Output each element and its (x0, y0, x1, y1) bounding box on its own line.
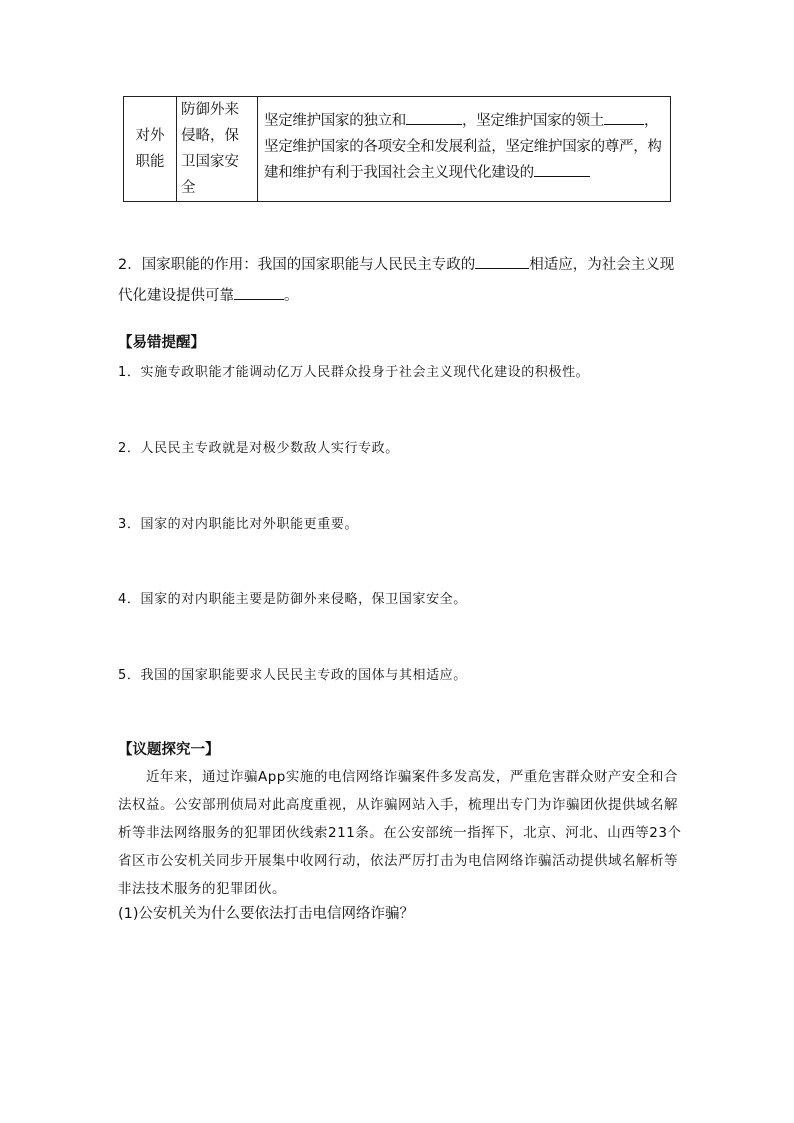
detail-text: 坚定维护国家的独立和 (264, 113, 406, 129)
mistake-item: 5．我国的国家职能要求人民民主专政的国体与其相适应。 (118, 668, 467, 683)
fill-blank (534, 162, 590, 177)
fill-blank (475, 254, 529, 269)
function-type-line: 职能 (135, 154, 165, 170)
detail-text: ，坚定维护国家的各项安全和发展利益，坚定维护国家的尊严，构建和维护有利于我国社会主义现代化建设的 (264, 113, 662, 181)
detail-text: ，坚定维护国家的领土 (462, 113, 604, 129)
mistake-item: 1．实施专政职能才能调动亿万人民群众投身于社会主义现代化建设的积极性。 (118, 365, 590, 380)
fill-blank (604, 110, 644, 125)
function-content-cell: 防御外来侵略，保卫国家安全 (177, 97, 258, 202)
role-text: 2．国家职能的作用：我国的国家职能与人民民主专政的 (118, 257, 476, 273)
state-function-table (123, 96, 671, 202)
fill-blank (234, 285, 284, 300)
mistake-item: 4．国家的对内职能主要是防御外来侵略，保卫国家安全。 (118, 592, 467, 607)
mistake-item: 3．国家的对内职能比对外职能更重要。 (118, 517, 359, 532)
function-detail-cell (258, 97, 671, 202)
fill-blank (406, 110, 462, 125)
topic-material-paragraph: 近年来，通过诈骗App实施的电信网络诈骗案件多发高发，严重危害群众财产安全和合法权益。公安部刑侦局对此高度重视，从诈骗网站入手，梳理出专门为诈骗团伙提供域名解析等非法网络服务的犯罪团伙线索211条。在公安部统一指挥下，北京、河北、山西等23个省区市公安机关同步开展集中收网行动，依法严厉打击为电信网络诈骗活动提供域名解析等非法技术服务的犯罪团伙。 (118, 769, 682, 897)
role-text: 。 (284, 288, 299, 304)
topic-question: (1)公安机关为什么要依法打击电信网络诈骗？ (118, 906, 415, 922)
mistake-section-title: 【易错提醒】 (118, 335, 205, 351)
function-role-paragraph (118, 250, 688, 312)
function-type-line: 对外 (135, 128, 165, 144)
mistake-item: 2．人民民主专政就是对极少数敌人实行专政。 (118, 441, 399, 456)
role-text: 相适应，为社会主义现代化建设提供可靠 (118, 257, 675, 304)
function-type-cell (124, 97, 177, 202)
topic-section-title: 【议题探究一】 (118, 742, 220, 758)
table-row (124, 97, 671, 202)
